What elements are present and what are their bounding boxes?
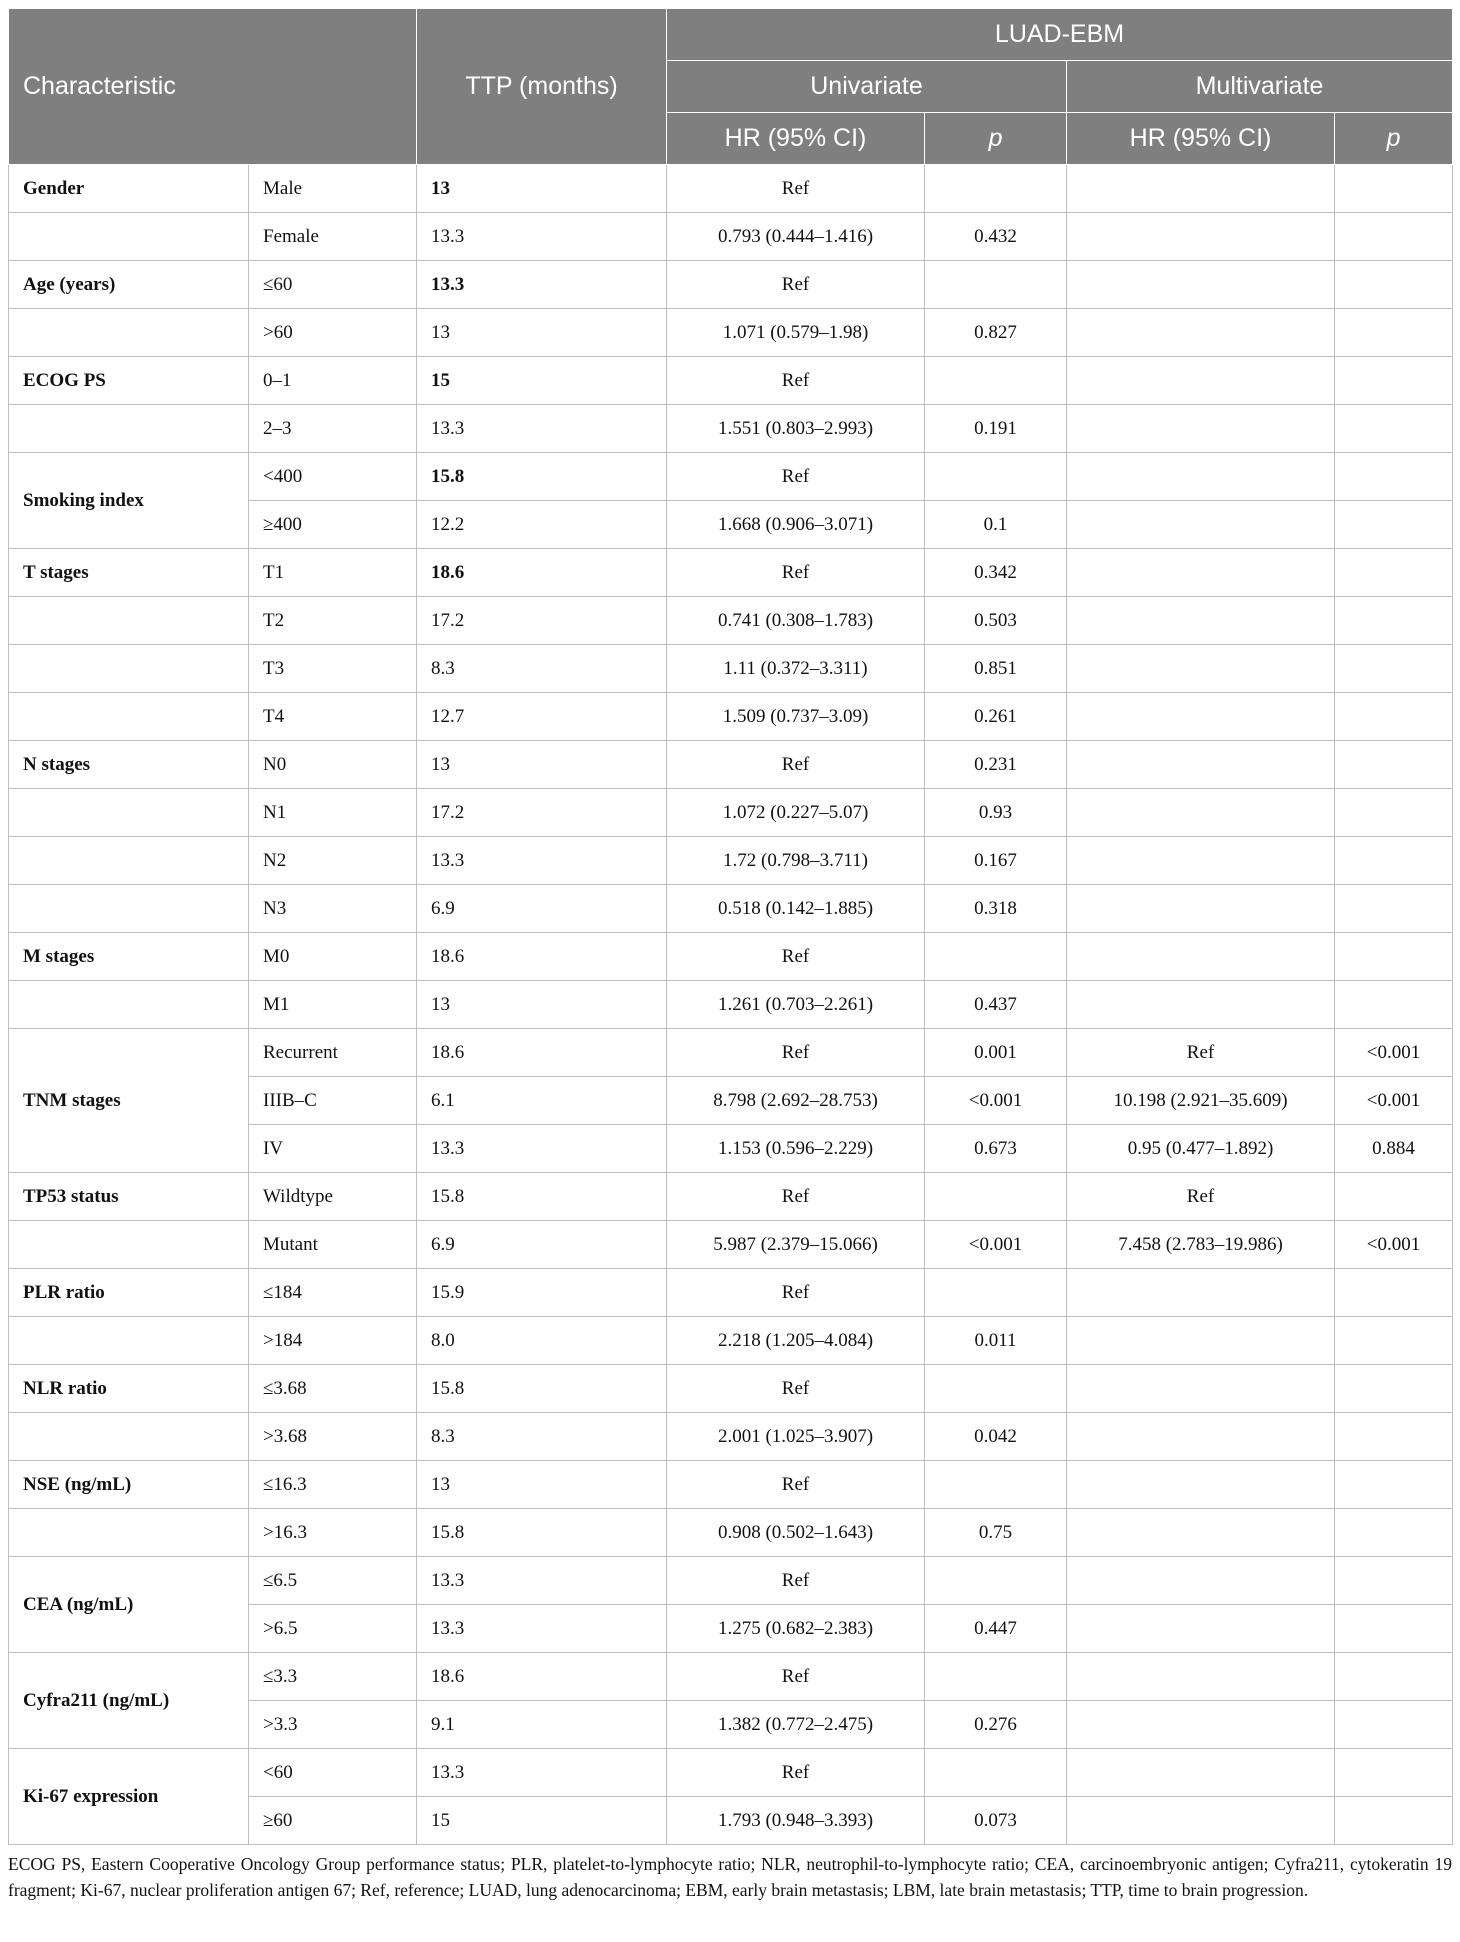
hr-multivariate-cell [1067, 357, 1335, 405]
characteristic-cell [9, 1221, 249, 1269]
p-multivariate-cell [1335, 309, 1453, 357]
subgroup-cell: T1 [249, 549, 417, 597]
ttp-cell: 15 [417, 357, 667, 405]
subgroup-cell: N2 [249, 837, 417, 885]
subgroup-cell: ≥400 [249, 501, 417, 549]
hr-multivariate-cell [1067, 693, 1335, 741]
ttp-cell: 17.2 [417, 789, 667, 837]
p-univariate-cell: 0.1 [925, 501, 1067, 549]
subgroup-cell: Male [249, 165, 417, 213]
subgroup-cell: ≥60 [249, 1797, 417, 1845]
p-multivariate-cell: <0.001 [1335, 1029, 1453, 1077]
table-row [9, 549, 1453, 597]
subgroup-cell: 0–1 [249, 357, 417, 405]
p-univariate-cell [925, 933, 1067, 981]
p-univariate-cell [925, 1365, 1067, 1413]
characteristic-cell [9, 789, 249, 837]
table-row [9, 645, 1453, 693]
table-row [9, 1749, 1453, 1797]
characteristic-cell: Gender [9, 165, 249, 213]
hr-univariate-cell: 1.153 (0.596–2.229) [667, 1125, 925, 1173]
hr-multivariate-cell: 0.95 (0.477–1.892) [1067, 1125, 1335, 1173]
p-multivariate-cell [1335, 1269, 1453, 1317]
p-multivariate-cell [1335, 1797, 1453, 1845]
ttp-cell: 18.6 [417, 549, 667, 597]
ttp-cell: 8.3 [417, 1413, 667, 1461]
hr-multivariate-cell [1067, 1653, 1335, 1701]
hr-univariate-cell: Ref [667, 1653, 925, 1701]
characteristic-cell: TP53 status [9, 1173, 249, 1221]
subgroup-cell: ≤6.5 [249, 1557, 417, 1605]
characteristic-cell [9, 1509, 249, 1557]
table-row [9, 597, 1453, 645]
hr-univariate-cell: 0.793 (0.444–1.416) [667, 213, 925, 261]
results-table [8, 8, 1453, 1845]
table-row [9, 213, 1453, 261]
subgroup-cell: N3 [249, 885, 417, 933]
table-footnote: ECOG PS, Eastern Cooperative Oncology Group performance status; PLR, platelet-to-lymphocyte ratio; NLR, neutrophil-to-lymphocyte ratio; CEA, carcinoembryonic antigen; Cyfra211, cytokeratin 19 fragment; Ki-67, nuclear proliferation antigen 67; Ref, reference; LUAD, lung adenocarcinoma; EBM, early brain metastasis; LBM, late brain metastasis; TTP, time to brain progression. [8, 1854, 1452, 1900]
header-multivariate: Multivariate [1067, 61, 1453, 113]
p-multivariate-cell [1335, 1653, 1453, 1701]
hr-multivariate-cell [1067, 597, 1335, 645]
p-multivariate-cell [1335, 549, 1453, 597]
ttp-cell: 15 [417, 1797, 667, 1845]
hr-multivariate-cell [1067, 1797, 1335, 1845]
ttp-cell: 13.3 [417, 837, 667, 885]
p-multivariate-cell [1335, 933, 1453, 981]
p-multivariate-cell [1335, 1701, 1453, 1749]
table-row [9, 405, 1453, 453]
hr-univariate-cell: 1.72 (0.798–3.711) [667, 837, 925, 885]
p-univariate-cell [925, 357, 1067, 405]
characteristic-cell [9, 885, 249, 933]
table-header [9, 9, 1453, 165]
hr-univariate-cell: Ref [667, 933, 925, 981]
hr-multivariate-cell [1067, 1605, 1335, 1653]
header-ttp: TTP (months) [417, 9, 667, 165]
ttp-cell: 13 [417, 1461, 667, 1509]
table-body [9, 165, 1453, 1845]
hr-multivariate-cell [1067, 741, 1335, 789]
subgroup-cell: N1 [249, 789, 417, 837]
subgroup-cell: IIIB–C [249, 1077, 417, 1125]
p-univariate-cell: 0.93 [925, 789, 1067, 837]
table-row [9, 933, 1453, 981]
characteristic-cell: N stages [9, 741, 249, 789]
hr-univariate-cell: 2.218 (1.205–4.084) [667, 1317, 925, 1365]
p-univariate-cell: 0.851 [925, 645, 1067, 693]
ttp-cell: 12.7 [417, 693, 667, 741]
hr-multivariate-cell [1067, 1461, 1335, 1509]
table-row [9, 741, 1453, 789]
p-multivariate-cell [1335, 453, 1453, 501]
header-p-multivariate: p [1335, 113, 1453, 165]
p-univariate-cell: 0.167 [925, 837, 1067, 885]
subgroup-cell: >3.68 [249, 1413, 417, 1461]
ttp-cell: 12.2 [417, 501, 667, 549]
p-univariate-cell [925, 1653, 1067, 1701]
p-univariate-cell: 0.447 [925, 1605, 1067, 1653]
hr-univariate-cell: 0.741 (0.308–1.783) [667, 597, 925, 645]
p-univariate-cell: 0.261 [925, 693, 1067, 741]
hr-univariate-cell: 8.798 (2.692–28.753) [667, 1077, 925, 1125]
p-multivariate-cell [1335, 1317, 1453, 1365]
subgroup-cell: ≤16.3 [249, 1461, 417, 1509]
characteristic-cell: Smoking index [9, 453, 249, 549]
hr-univariate-cell: Ref [667, 741, 925, 789]
hr-multivariate-cell [1067, 981, 1335, 1029]
p-multivariate-cell [1335, 597, 1453, 645]
hr-multivariate-cell [1067, 645, 1335, 693]
table-row [9, 309, 1453, 357]
hr-multivariate-cell [1067, 261, 1335, 309]
table-row [9, 261, 1453, 309]
table-row [9, 1509, 1453, 1557]
characteristic-cell: ECOG PS [9, 357, 249, 405]
characteristic-cell: Cyfra211 (ng/mL) [9, 1653, 249, 1749]
p-multivariate-cell: <0.001 [1335, 1221, 1453, 1269]
characteristic-cell: Ki-67 expression [9, 1749, 249, 1845]
hr-univariate-cell: Ref [667, 1269, 925, 1317]
p-univariate-cell: 0.318 [925, 885, 1067, 933]
ttp-cell: 18.6 [417, 1029, 667, 1077]
hr-univariate-cell: Ref [667, 1365, 925, 1413]
hr-multivariate-cell [1067, 1701, 1335, 1749]
ttp-cell: 13.3 [417, 1605, 667, 1653]
ttp-cell: 18.6 [417, 933, 667, 981]
hr-multivariate-cell [1067, 1413, 1335, 1461]
subgroup-cell: ≤3.68 [249, 1365, 417, 1413]
characteristic-cell: TNM stages [9, 1029, 249, 1173]
ttp-cell: 18.6 [417, 1653, 667, 1701]
p-univariate-cell: 0.231 [925, 741, 1067, 789]
p-univariate-cell [925, 1173, 1067, 1221]
table-row [9, 1173, 1453, 1221]
ttp-cell: 6.9 [417, 885, 667, 933]
hr-univariate-cell: 0.518 (0.142–1.885) [667, 885, 925, 933]
header-hr-multivariate: HR (95% CI) [1067, 113, 1335, 165]
p-univariate-cell [925, 1461, 1067, 1509]
header-p-univariate: p [925, 113, 1067, 165]
p-univariate-cell [925, 1269, 1067, 1317]
ttp-cell: 6.9 [417, 1221, 667, 1269]
hr-multivariate-cell [1067, 213, 1335, 261]
p-multivariate-cell [1335, 501, 1453, 549]
subgroup-cell: M1 [249, 981, 417, 1029]
table-row [9, 885, 1453, 933]
table-row [9, 1269, 1453, 1317]
hr-univariate-cell: 1.793 (0.948–3.393) [667, 1797, 925, 1845]
hr-multivariate-cell: 7.458 (2.783–19.986) [1067, 1221, 1335, 1269]
hr-univariate-cell: Ref [667, 1029, 925, 1077]
hr-univariate-cell: Ref [667, 1557, 925, 1605]
subgroup-cell: T4 [249, 693, 417, 741]
ttp-cell: 17.2 [417, 597, 667, 645]
ttp-cell: 13 [417, 309, 667, 357]
p-multivariate-cell [1335, 981, 1453, 1029]
p-univariate-cell [925, 1749, 1067, 1797]
hr-univariate-cell: 1.509 (0.737–3.09) [667, 693, 925, 741]
ttp-cell: 13 [417, 741, 667, 789]
p-univariate-cell: 0.437 [925, 981, 1067, 1029]
p-multivariate-cell [1335, 1509, 1453, 1557]
p-multivariate-cell [1335, 357, 1453, 405]
characteristic-cell: T stages [9, 549, 249, 597]
hr-univariate-cell: 5.987 (2.379–15.066) [667, 1221, 925, 1269]
header-characteristic: Characteristic [9, 9, 417, 165]
table-row [9, 453, 1453, 501]
hr-multivariate-cell [1067, 933, 1335, 981]
ttp-cell: 13.3 [417, 405, 667, 453]
table-row [9, 1029, 1453, 1077]
subgroup-cell: <400 [249, 453, 417, 501]
p-univariate-cell [925, 1557, 1067, 1605]
p-multivariate-cell [1335, 741, 1453, 789]
hr-univariate-cell: 1.261 (0.703–2.261) [667, 981, 925, 1029]
p-multivariate-cell [1335, 405, 1453, 453]
p-multivariate-cell: 0.884 [1335, 1125, 1453, 1173]
p-univariate-cell: 0.827 [925, 309, 1067, 357]
hr-multivariate-cell [1067, 1557, 1335, 1605]
subgroup-cell: ≤184 [249, 1269, 417, 1317]
hr-multivariate-cell [1067, 405, 1335, 453]
characteristic-cell: CEA (ng/mL) [9, 1557, 249, 1653]
table-container [8, 8, 1452, 1903]
hr-univariate-cell: Ref [667, 1749, 925, 1797]
hr-multivariate-cell [1067, 549, 1335, 597]
hr-multivariate-cell [1067, 1749, 1335, 1797]
hr-univariate-cell: 0.908 (0.502–1.643) [667, 1509, 925, 1557]
hr-multivariate-cell [1067, 1509, 1335, 1557]
characteristic-cell: NSE (ng/mL) [9, 1461, 249, 1509]
table-row [9, 693, 1453, 741]
ttp-cell: 15.9 [417, 1269, 667, 1317]
subgroup-cell: ≤3.3 [249, 1653, 417, 1701]
hr-univariate-cell: 1.382 (0.772–2.475) [667, 1701, 925, 1749]
ttp-cell: 15.8 [417, 1365, 667, 1413]
header-group: LUAD-EBM [667, 9, 1453, 61]
ttp-cell: 15.8 [417, 453, 667, 501]
p-multivariate-cell [1335, 1749, 1453, 1797]
hr-multivariate-cell: 10.198 (2.921–35.609) [1067, 1077, 1335, 1125]
ttp-cell: 13.3 [417, 1125, 667, 1173]
ttp-cell: 6.1 [417, 1077, 667, 1125]
subgroup-cell: N0 [249, 741, 417, 789]
characteristic-cell: Age (years) [9, 261, 249, 309]
subgroup-cell: >184 [249, 1317, 417, 1365]
hr-multivariate-cell [1067, 789, 1335, 837]
p-univariate-cell: 0.432 [925, 213, 1067, 261]
characteristic-cell [9, 309, 249, 357]
table-row [9, 1221, 1453, 1269]
subgroup-cell: >6.5 [249, 1605, 417, 1653]
hr-univariate-cell: Ref [667, 261, 925, 309]
p-multivariate-cell [1335, 165, 1453, 213]
hr-univariate-cell: 1.072 (0.227–5.07) [667, 789, 925, 837]
hr-univariate-cell: Ref [667, 1461, 925, 1509]
p-multivariate-cell [1335, 693, 1453, 741]
p-univariate-cell: 0.073 [925, 1797, 1067, 1845]
subgroup-cell: T3 [249, 645, 417, 693]
ttp-cell: 13.3 [417, 213, 667, 261]
hr-univariate-cell: Ref [667, 165, 925, 213]
hr-multivariate-cell [1067, 837, 1335, 885]
subgroup-cell: >60 [249, 309, 417, 357]
p-univariate-cell [925, 261, 1067, 309]
hr-univariate-cell: 1.551 (0.803–2.993) [667, 405, 925, 453]
p-multivariate-cell [1335, 1413, 1453, 1461]
hr-univariate-cell: 1.668 (0.906–3.071) [667, 501, 925, 549]
p-multivariate-cell: <0.001 [1335, 1077, 1453, 1125]
hr-univariate-cell: Ref [667, 453, 925, 501]
ttp-cell: 13.3 [417, 1557, 667, 1605]
p-multivariate-cell [1335, 645, 1453, 693]
table-row [9, 1365, 1453, 1413]
p-multivariate-cell [1335, 789, 1453, 837]
p-univariate-cell: 0.673 [925, 1125, 1067, 1173]
hr-univariate-cell: 2.001 (1.025–3.907) [667, 1413, 925, 1461]
subgroup-cell: <60 [249, 1749, 417, 1797]
subgroup-cell: Wildtype [249, 1173, 417, 1221]
table-row [9, 1653, 1453, 1701]
p-multivariate-cell [1335, 837, 1453, 885]
p-univariate-cell: <0.001 [925, 1221, 1067, 1269]
ttp-cell: 13 [417, 981, 667, 1029]
p-multivariate-cell [1335, 1557, 1453, 1605]
hr-univariate-cell: 1.071 (0.579–1.98) [667, 309, 925, 357]
table-row [9, 981, 1453, 1029]
table-row [9, 1413, 1453, 1461]
p-univariate-cell: 0.042 [925, 1413, 1067, 1461]
p-univariate-cell [925, 165, 1067, 213]
hr-multivariate-cell [1067, 453, 1335, 501]
hr-multivariate-cell [1067, 501, 1335, 549]
table-row [9, 1317, 1453, 1365]
table-row [9, 357, 1453, 405]
p-univariate-cell: 0.276 [925, 1701, 1067, 1749]
hr-multivariate-cell [1067, 1269, 1335, 1317]
subgroup-cell: 2–3 [249, 405, 417, 453]
characteristic-cell [9, 693, 249, 741]
characteristic-cell: M stages [9, 933, 249, 981]
hr-multivariate-cell: Ref [1067, 1173, 1335, 1221]
hr-univariate-cell: 1.11 (0.372–3.311) [667, 645, 925, 693]
hr-univariate-cell: Ref [667, 1173, 925, 1221]
table-row [9, 837, 1453, 885]
ttp-cell: 9.1 [417, 1701, 667, 1749]
hr-multivariate-cell [1067, 885, 1335, 933]
p-multivariate-cell [1335, 1365, 1453, 1413]
p-univariate-cell: 0.191 [925, 405, 1067, 453]
subgroup-cell: Recurrent [249, 1029, 417, 1077]
hr-multivariate-cell [1067, 1317, 1335, 1365]
p-univariate-cell: 0.75 [925, 1509, 1067, 1557]
subgroup-cell: T2 [249, 597, 417, 645]
ttp-cell: 13.3 [417, 1749, 667, 1797]
hr-univariate-cell: Ref [667, 357, 925, 405]
ttp-cell: 15.8 [417, 1509, 667, 1557]
characteristic-cell [9, 645, 249, 693]
subgroup-cell: >16.3 [249, 1509, 417, 1557]
table-row [9, 1461, 1453, 1509]
subgroup-cell: IV [249, 1125, 417, 1173]
p-multivariate-cell [1335, 1605, 1453, 1653]
p-univariate-cell: 0.001 [925, 1029, 1067, 1077]
characteristic-cell [9, 1317, 249, 1365]
table-row [9, 165, 1453, 213]
ttp-cell: 8.3 [417, 645, 667, 693]
p-multivariate-cell [1335, 1461, 1453, 1509]
characteristic-cell [9, 837, 249, 885]
characteristic-cell: PLR ratio [9, 1269, 249, 1317]
characteristic-cell [9, 405, 249, 453]
ttp-cell: 13 [417, 165, 667, 213]
characteristic-cell [9, 213, 249, 261]
subgroup-cell: Female [249, 213, 417, 261]
table-row [9, 789, 1453, 837]
hr-multivariate-cell: Ref [1067, 1029, 1335, 1077]
p-univariate-cell: 0.503 [925, 597, 1067, 645]
characteristic-cell [9, 981, 249, 1029]
characteristic-cell [9, 1413, 249, 1461]
subgroup-cell: Mutant [249, 1221, 417, 1269]
subgroup-cell: ≤60 [249, 261, 417, 309]
p-multivariate-cell [1335, 261, 1453, 309]
ttp-cell: 15.8 [417, 1173, 667, 1221]
p-univariate-cell: 0.342 [925, 549, 1067, 597]
p-multivariate-cell [1335, 885, 1453, 933]
header-hr-univariate: HR (95% CI) [667, 113, 925, 165]
hr-univariate-cell: Ref [667, 549, 925, 597]
ttp-cell: 8.0 [417, 1317, 667, 1365]
hr-multivariate-cell [1067, 1365, 1335, 1413]
p-multivariate-cell [1335, 213, 1453, 261]
p-univariate-cell: 0.011 [925, 1317, 1067, 1365]
p-univariate-cell: <0.001 [925, 1077, 1067, 1125]
ttp-cell: 13.3 [417, 261, 667, 309]
header-univariate: Univariate [667, 61, 1067, 113]
subgroup-cell: M0 [249, 933, 417, 981]
characteristic-cell: NLR ratio [9, 1365, 249, 1413]
hr-multivariate-cell [1067, 165, 1335, 213]
hr-multivariate-cell [1067, 309, 1335, 357]
characteristic-cell [9, 597, 249, 645]
table-row [9, 1557, 1453, 1605]
p-univariate-cell [925, 453, 1067, 501]
p-multivariate-cell [1335, 1173, 1453, 1221]
subgroup-cell: >3.3 [249, 1701, 417, 1749]
hr-univariate-cell: 1.275 (0.682–2.383) [667, 1605, 925, 1653]
